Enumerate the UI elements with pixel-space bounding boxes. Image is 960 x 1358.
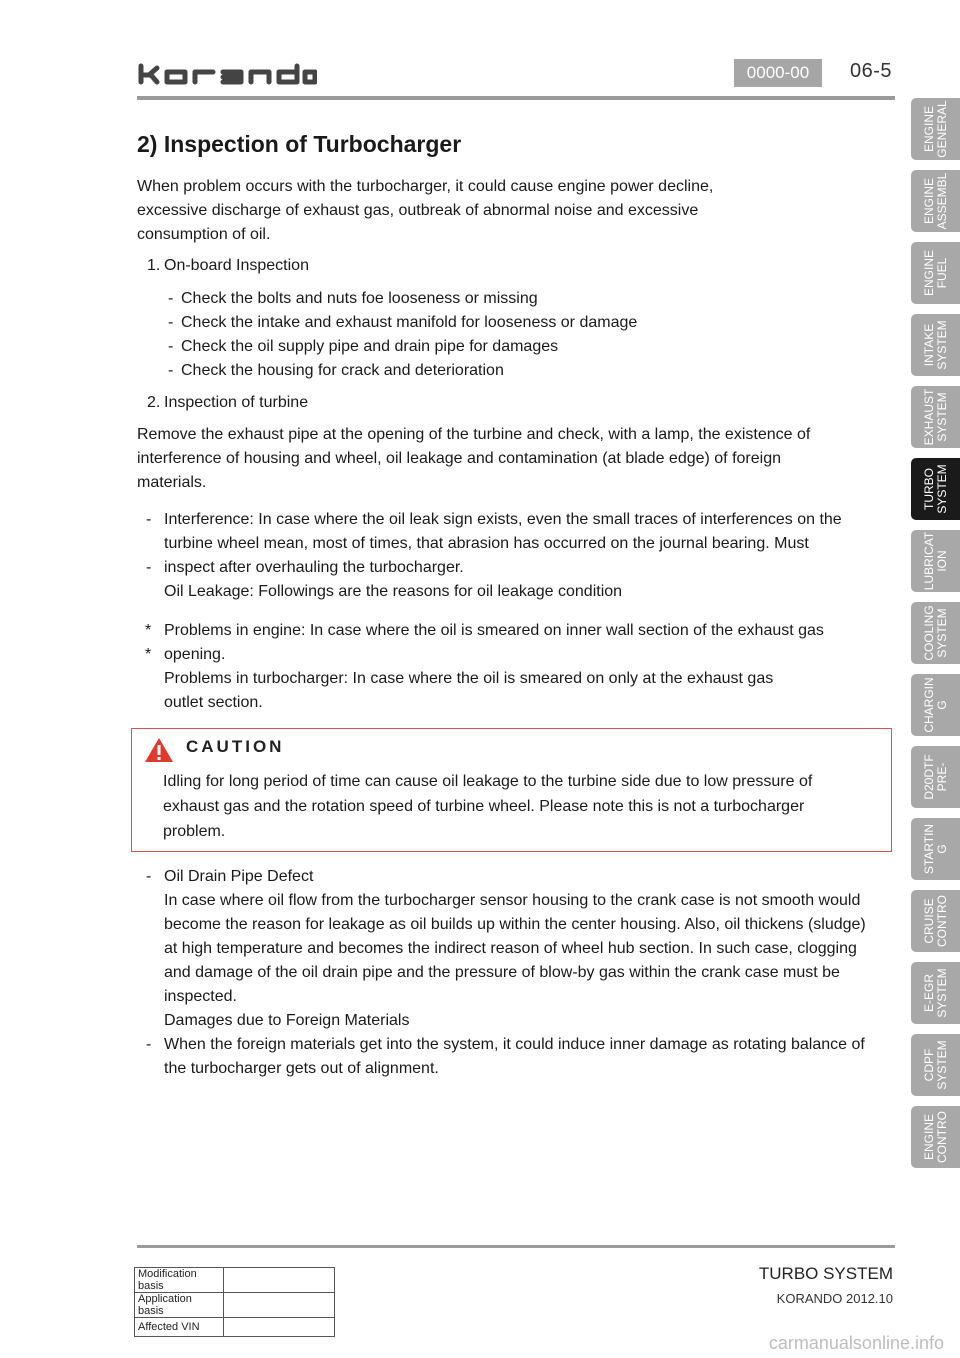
- tab-cruise-control[interactable]: [911, 890, 960, 952]
- drain-text: Oil Drain Pipe Defect In case where oil flow from the turbocharger sensor housing to the crank case is not smooth would become the reason for leakage as oil builds up within the center housing. Also, oil thickens (sludge) at high temperature and becomes the indirect reason of wheel hub section. In such case, clogging and damage of the oil drain pipe and the pressure of blow-by gas within the crank case must be inspected. Damages due to Foreign Materials When the foreign materials get into the system, it could induce inner damage as rotating balance of the turbocharger gets out of alignment.: [164, 868, 866, 1077]
- dash-marker: -: [168, 362, 174, 379]
- item-heading: Inspection of turbine: [164, 394, 309, 411]
- table-row: [135, 1293, 335, 1318]
- table-row: [135, 1318, 335, 1337]
- tab-label: STARTIN G: [921, 823, 949, 875]
- tab-label: LUBRICAT ION: [921, 531, 949, 591]
- tab-starting[interactable]: [911, 818, 960, 880]
- problem-markers: * *: [145, 622, 152, 663]
- turbine-paragraph: Remove the exhaust pipe at the opening of the turbine and check, with a lamp, the existence of interference of housing and wheel, oil leakage and contamination (at blade edge) of foreign materials.: [137, 426, 811, 491]
- tab-label: E-EGR SYSTEM: [921, 968, 949, 1018]
- section-code-badge: 0000-00: [734, 59, 822, 87]
- item-heading: On-board Inspection: [164, 257, 309, 274]
- tab-label: COOLING SYSTEM: [921, 605, 949, 661]
- table-cell-value: [224, 1318, 335, 1337]
- tab-lubrication[interactable]: [911, 530, 960, 592]
- table-cell-value: [224, 1268, 335, 1293]
- tab-label: ENGINE GENERAL: [921, 100, 949, 158]
- item-number: 1.: [147, 257, 161, 274]
- dash-marker: -: [168, 338, 174, 355]
- tab-label: CHARGIN G: [921, 677, 949, 733]
- tab-label: CRUISE CONTRO: [921, 895, 949, 947]
- tab-label: ENGINE FUEL: [921, 250, 949, 297]
- dash-marker: -: [168, 314, 174, 331]
- drain-markers: - -: [146, 868, 152, 1053]
- tab-label: INTAKE SYSTEM: [921, 320, 949, 370]
- tab-label: TURBO SYSTEM: [921, 464, 949, 514]
- caution-title: CAUTION: [186, 737, 285, 756]
- interference-text: Interference: In case where the oil leak sign exists, even the small traces of interferences on the turbine wheel mean, most of times, that abrasion has occurred on the journal bearing. Must inspect after overhauling the turbocharger. Oil Leakage: Followings are the reasons for oil leakage condition: [164, 511, 842, 600]
- footer-divider: [137, 1245, 895, 1248]
- watermark-text: carmanualsonline.info: [768, 1333, 944, 1353]
- tab-engine-assembly[interactable]: [911, 170, 960, 232]
- header-divider: [137, 96, 895, 100]
- tab-engine-general[interactable]: [911, 98, 960, 160]
- footer-model-date: KORANDO 2012.10: [776, 1291, 893, 1306]
- tab-engine-fuel[interactable]: [911, 242, 960, 304]
- list-item-text: Check the housing for crack and deterioration: [181, 362, 504, 379]
- list-item-text: Check the oil supply pipe and drain pipe for damages: [181, 338, 559, 355]
- page-number: 06-5: [850, 60, 893, 82]
- table-row: [135, 1268, 335, 1293]
- problem-text: Problems in engine: In case where the oil is smeared on inner wall section of the exhaust gas opening. Problems in turbocharger: In case where the oil is smeared on only at the exhaust gas outlet section.: [164, 622, 824, 711]
- tab-cdpf-system[interactable]: [911, 1034, 960, 1096]
- tab-label: CDPF SYSTEM: [921, 1040, 949, 1090]
- section-title: 2) Inspection of Turbocharger: [137, 131, 462, 157]
- table-cell-label: Modification basis: [135, 1268, 224, 1293]
- caution-box: [131, 728, 892, 852]
- tab-label: ENGINE CONTRO: [921, 1111, 949, 1163]
- tab-d20dtf-pre[interactable]: [911, 746, 960, 808]
- tab-label: D20DTF PRE-: [921, 754, 949, 800]
- interference-markers: - -: [146, 511, 152, 576]
- table-cell-label: Application basis: [135, 1293, 224, 1318]
- dash-marker: -: [168, 290, 174, 307]
- tab-cooling-system[interactable]: [911, 602, 960, 664]
- list-item-text: Check the intake and exhaust manifold for looseness or damage: [181, 314, 638, 331]
- list-item-text: Check the bolts and nuts foe looseness or missing: [181, 290, 538, 307]
- table-cell-value: [224, 1293, 335, 1318]
- tab-engine-control[interactable]: [911, 1106, 960, 1168]
- modification-table: [134, 1267, 335, 1337]
- table-cell-label: Affected VIN: [135, 1318, 224, 1337]
- tab-turbo-system[interactable]: [911, 458, 960, 520]
- warning-triangle-icon: [144, 737, 174, 763]
- intro-paragraph: When problem occurs with the turbocharger, it could cause engine power decline, excessive discharge of exhaust gas, outbreak of abnormal noise and excessive consumption of oil.: [137, 178, 714, 243]
- caution-text: Idling for long period of time can cause oil leakage to the turbine side due to low pressure of exhaust gas and the rotation speed of turbine wheel. Please note this is not a turbocharger problem.: [163, 773, 813, 840]
- tab-label: ENGINE ASSEMBL: [921, 172, 949, 230]
- korando-logo: [137, 62, 317, 86]
- tab-exhaust-system[interactable]: [911, 386, 960, 448]
- tab-charging[interactable]: [911, 674, 960, 736]
- tab-label: EXHAUST SYSTEM: [921, 388, 949, 446]
- footer-section-title: TURBO SYSTEM: [758, 1264, 893, 1283]
- item-number: 2.: [147, 394, 161, 411]
- tab-e-egr-system[interactable]: [911, 962, 960, 1024]
- tab-intake-system[interactable]: [911, 314, 960, 376]
